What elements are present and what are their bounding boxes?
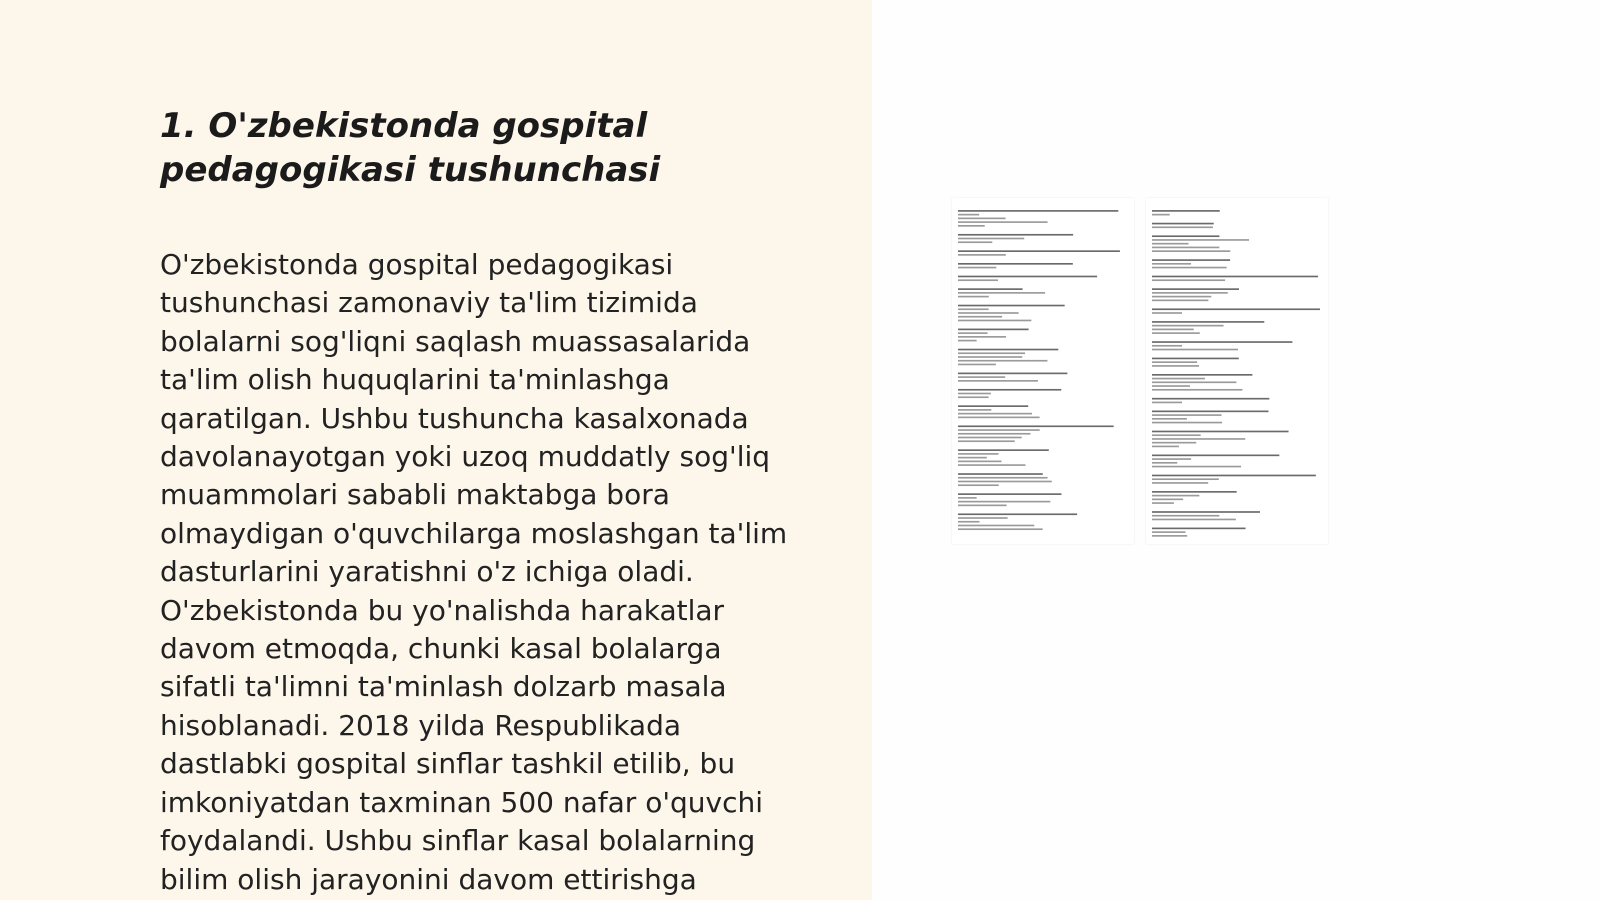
document-text-line — [958, 349, 1058, 351]
document-text-line — [1152, 300, 1208, 302]
document-text-line — [958, 425, 1114, 427]
document-text-line — [1152, 214, 1170, 216]
document-text-line — [958, 320, 1031, 322]
document-text-line — [958, 461, 1002, 463]
document-text-line — [1152, 466, 1241, 468]
document-text-line — [958, 528, 1043, 530]
document-text-line — [1152, 455, 1279, 457]
document-text-line — [958, 429, 1040, 431]
document-text-line — [958, 254, 1006, 256]
document-text-line — [958, 225, 985, 227]
document-text-line — [1152, 414, 1221, 416]
document-text-line — [1152, 385, 1190, 387]
document-text-line — [1152, 276, 1318, 278]
document-text-line — [958, 493, 1061, 495]
document-text-line — [958, 497, 977, 499]
document-text-line — [958, 513, 1077, 515]
document-text-line — [1152, 515, 1219, 517]
document-text-line — [1152, 267, 1227, 269]
document-text-line — [958, 373, 1067, 375]
document-text-line — [1152, 418, 1187, 420]
document-text-line — [1152, 308, 1320, 310]
document-text-line — [958, 457, 987, 459]
document-text-line — [958, 305, 1065, 307]
document-text-line — [1152, 329, 1194, 331]
document-text-line — [1152, 259, 1230, 261]
document-text-line — [1152, 361, 1197, 363]
document-text-line — [1152, 482, 1208, 484]
document-text-line — [958, 360, 1047, 362]
document-text-line — [958, 484, 999, 486]
document-text-line — [958, 376, 1005, 378]
document-text-line — [1152, 226, 1213, 228]
slide-body-text: O'zbekistonda gospital pedagogikasi tushunchasi zamonaviy ta'lim tizimida bolalarni sog'liqni saqlash muassasalarida ta'lim olish huquqlarini ta'minlashga qaratilgan. Ushbu tushuncha kasalxonada davolanayotgan yoki uzoq muddatly sog'liq muammolari sababli maktabga bora olmaydigan o'quvchilarga moslashgan ta'lim dasturlarini yaratishni o'z ichiga oladi. O'zbekistonda bu yo'nalishda harakatlar davom etmoqda, chunki kasal bolalarga sifatli ta'limni ta'minlash dolzarb masala hisoblanadi. 2018 yilda Respublikada dastlabki gospital sinflar tashkil etilib, bu imkoniyatdan taxminan 500 nafar o'quvchi foydalandi. Ushbu sinflar kasal bolalarning bilim olish jarayonini davom ettirishga — [160, 248, 788, 896]
slide-title: 1. O'zbekistonda gospital pedagogikasi tushunchasi — [160, 106, 661, 190]
document-text-line — [1152, 422, 1222, 424]
document-text-line — [958, 279, 998, 281]
document-text-line — [958, 288, 1023, 290]
document-text-line — [958, 405, 1028, 407]
document-text-line — [958, 276, 1097, 278]
document-text-line — [958, 389, 1061, 391]
document-text-line — [1152, 531, 1185, 533]
document-text-line — [958, 364, 996, 366]
document-text-line — [1152, 263, 1191, 265]
document-text-line — [1152, 341, 1292, 343]
document-text-line — [958, 413, 1032, 415]
document-text-line — [1152, 243, 1189, 245]
document-text-line — [1152, 381, 1236, 383]
document-text-line — [1152, 223, 1214, 225]
image-panel — [872, 0, 1600, 900]
document-scan-image — [952, 198, 1328, 544]
document-text-line — [1152, 239, 1249, 241]
document-text-line — [958, 477, 1048, 479]
document-text-line — [958, 417, 1040, 419]
document-text-line — [958, 214, 979, 216]
document-text-line — [958, 521, 979, 523]
document-text-line — [958, 336, 1006, 338]
document-text-line — [1152, 442, 1196, 444]
document-text-line — [958, 332, 988, 334]
document-text-line — [1152, 535, 1187, 537]
document-text-line — [1152, 325, 1224, 327]
document-text-line — [958, 449, 1049, 451]
document-text-line — [1152, 378, 1205, 380]
document-text-line — [958, 505, 1007, 507]
document-text-line — [958, 453, 999, 455]
document-text-line — [1152, 250, 1230, 252]
document-text-line — [958, 218, 1006, 220]
document-text-line — [1152, 345, 1182, 347]
document-text-line — [1152, 321, 1264, 323]
document-text-line — [1152, 288, 1239, 290]
document-text-line — [1152, 312, 1182, 314]
document-text-line — [1152, 296, 1211, 298]
document-text-line — [958, 241, 992, 243]
document-text-line — [958, 263, 1073, 265]
document-text-line — [1152, 462, 1177, 464]
document-page-right — [1146, 198, 1328, 544]
document-text-line — [958, 433, 1030, 435]
document-text-line — [1152, 292, 1228, 294]
document-page-left-text-lines — [958, 208, 1132, 540]
document-text-line — [958, 329, 1029, 331]
document-text-line — [958, 267, 996, 269]
document-text-line — [958, 221, 1048, 223]
document-text-line — [1152, 349, 1238, 351]
document-text-line — [958, 316, 1002, 318]
document-text-line — [958, 440, 1015, 442]
document-text-line — [1152, 398, 1269, 400]
document-text-line — [958, 210, 1118, 212]
document-text-line — [1152, 235, 1219, 237]
document-text-line — [958, 296, 989, 298]
document-text-line — [958, 352, 1025, 354]
document-text-line — [958, 437, 1022, 439]
document-text-line — [958, 380, 1038, 382]
document-text-line — [1152, 374, 1252, 376]
document-text-line — [1152, 438, 1245, 440]
document-text-line — [1152, 458, 1191, 460]
document-text-line — [1152, 446, 1179, 448]
document-text-line — [958, 340, 977, 342]
document-text-line — [1152, 411, 1268, 413]
document-text-line — [1152, 210, 1220, 212]
document-text-line — [1152, 389, 1242, 391]
document-text-line — [958, 238, 1024, 240]
document-text-line — [1152, 332, 1200, 334]
document-text-line — [958, 481, 1052, 483]
document-text-line — [958, 473, 1043, 475]
document-text-line — [958, 464, 1025, 466]
document-text-line — [1152, 502, 1174, 504]
document-page-right-text-lines — [1152, 208, 1326, 540]
document-text-line — [1152, 247, 1219, 249]
document-text-line — [958, 409, 991, 411]
document-text-line — [958, 250, 1120, 252]
document-text-line — [1152, 279, 1225, 281]
document-text-line — [1152, 358, 1239, 360]
document-text-line — [1152, 511, 1260, 513]
document-text-line — [958, 308, 989, 310]
document-text-line — [958, 501, 1050, 503]
document-page-left — [952, 198, 1134, 544]
document-text-line — [1152, 365, 1199, 367]
document-text-line — [1152, 434, 1201, 436]
document-text-line — [1152, 528, 1246, 530]
document-text-line — [1152, 402, 1182, 404]
document-text-line — [1152, 495, 1199, 497]
document-text-line — [958, 292, 1045, 294]
document-text-line — [958, 234, 1073, 236]
document-text-line — [958, 393, 991, 395]
document-text-line — [1152, 431, 1289, 433]
document-text-line — [1152, 491, 1237, 493]
document-text-line — [1152, 478, 1219, 480]
document-text-line — [1152, 475, 1316, 477]
document-text-line — [958, 312, 1019, 314]
document-text-line — [958, 356, 1022, 358]
document-text-line — [958, 396, 989, 398]
document-text-line — [1152, 499, 1183, 501]
document-text-line — [958, 525, 1034, 527]
document-text-line — [1152, 519, 1236, 521]
document-text-line — [958, 517, 1008, 519]
